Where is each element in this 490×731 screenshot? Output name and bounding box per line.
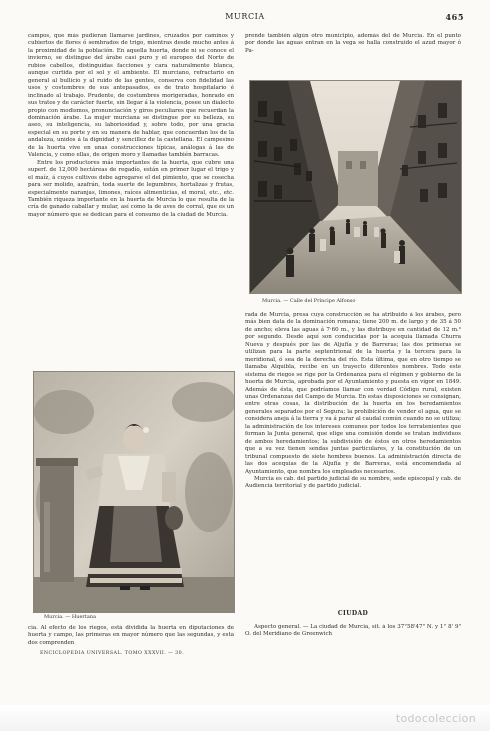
woman-photograph [33, 371, 235, 613]
section-heading-ciudad: CIUDAD [337, 610, 369, 617]
paragraph: Aspecto general. — La ciudad de Murcia, sit. á los 37°58'47" N. y 1° 8' 9" O. del Meridiano de Greenwich [245, 624, 461, 638]
watermark-text: todocoleccion [395, 712, 476, 725]
page-header [0, 12, 490, 26]
huertana-portrait-image [34, 372, 234, 612]
page-number: 465 [445, 12, 464, 22]
text-column-mid-right [245, 312, 461, 605]
text-column-top-left [28, 33, 234, 361]
running-title: MURCIA [225, 12, 265, 21]
page-footer: ENCICLOPEDIA UNIVERSAL. TOMO XXXVII. — 30. [40, 651, 185, 656]
paragraph: Murcia es cab. del partido judicial de su nombre, sede episcopal y cab. de Audiencia territorial y de partido judicial. [245, 475, 461, 490]
paragraph: Entre los productores más importantes de la huerta, que cubre una superf. de 12,000 hectáreas de regadío, están en primer lugar el trigo y el maíz, á cuyos cultivos debe agregarse el del pimiento, que se cosecha para ser molido, azafrán, toda suerte de legumbres, hortalizas y frutas, especialmente naranjas, limones, raíces alimenticias, el moral, etc., etc. También riqueza importante en la huerta de Murcia lo que resulta de la cría de ganado caballar y mular, así como la de aves de corral, que es un mayor número que se dedican para el consumo de la ciudad de Murcia. [28, 159, 234, 218]
text-column-bottom-right [245, 624, 461, 648]
woman-photo-caption: Murcia. — Huertana [44, 614, 96, 620]
street-photograph [249, 80, 462, 294]
paragraph: campos, que más pudieran llamarse jardines, cruzados por caminos y cubiertos de flores ó sembrados de trigo, mientras desde mucho antes á la proximidad de la población. En aquella huerta, donde ni se conoce el invierno, se distingue del árabe casi puro y el europeo del Norte de rubios cabellos, distinguidas facciones y cara naturalmente blanca, aunque curtida por el sol y el ambiente. El murciano, refractario en general al bullicio y al ruido de las gentes, conserva con fidelidad las usos y costumbres de sus antepasados, es de trato hospitalario é inclinado al trabajo. Prudente, de costumbres morigeradas, honrado en sus tratos y de carácter fuerte, sin llegar á la violencia, posee un dialecto propio con modismos, pronunciación y giros peculiares que recuerdan la dominación árabe. La mujer murciana se distingue por su belleza, su aseo, su inteligencia, su laboriosidad y, sobre todo, por una gracia especial en su porte y en su manera de hablar, que concuerdan los de la andaluza, unidos á la dignidad y sencillez de la castellana. El campesino de la huerta vive en unas construcciones típicas, análogas á las de Valencia, y como ellas, de origen moro y llamadas también barracas. [28, 33, 234, 159]
text-column-top-right [245, 33, 461, 71]
paragraph: prende también algún otro municipio, además del de Murcia. En el punto por donde las aguas entran en la vega se halla construido el azud mayor ó Pa- [245, 33, 461, 54]
paragraph: cia. Al efecto de los riegos, está dividida la huerta en diputaciones de huerta y campo, las primeras en mayor número que las segundas, y esta dos comprenden [28, 625, 234, 646]
paragraph: rada de Murcia, presa cuya construcción se ha atribuido á los árabes, pero más bien data de la dominación romana; tiene 200 m. de largo y de 35 á 50 de ancho; eleva las aguas á 7·60 m., y las distribuye en cantidad de 12 m.³ por segundo. Desde aquí son conducidas por la acequia llamada Churra Nueva y después por las de Aljufía y de Barreras; las dos primeras se utilizan para la parte septentrional de la huerta y la tercera para la meridional, ó sea de la derecha del río. Esta última, que en otro tiempo se llamaba Alquibla, recibe en un trayecto diferentes nombres. Todo este sistema de riegos se rige por la Ordenanza para el régimen y gobierno de la huerta de Murcia, aprobada por el Ayuntamiento y puesta en vigor en 1849. Además de ésta, que podríamos llamar con verdad Código rural, existen unas Ordenanzas del Campo de Murcia. En estas disposiciones se consignan, entre otras cosas, la distribución de la huerta en los heredamientos generales separados por el Segura; la prohibición de vender el agua, que se considera aneja á la tierra y va á parar al caudal común cuando no se utiliza; la administración de los intereses comunes por todos los terratenientes que forman la Junta general, que elige una comisión donde se tratan individuos de ambos heredamientos; la subdivisión de éstos en otros heredamientos que a su vez tienen sendas juntas particulares, y la constitución de un tribunal compuesto de siete hombres buenos. La administración directa de las dos acequias de la Aljufía y de Barreras, está encomendada al Ayuntamiento, que nombra los empleados necesarios. [245, 312, 461, 475]
street-photo-caption: Murcia. — Calle del Príncipe Alfonso [262, 298, 356, 304]
street-scene-image [250, 81, 461, 293]
